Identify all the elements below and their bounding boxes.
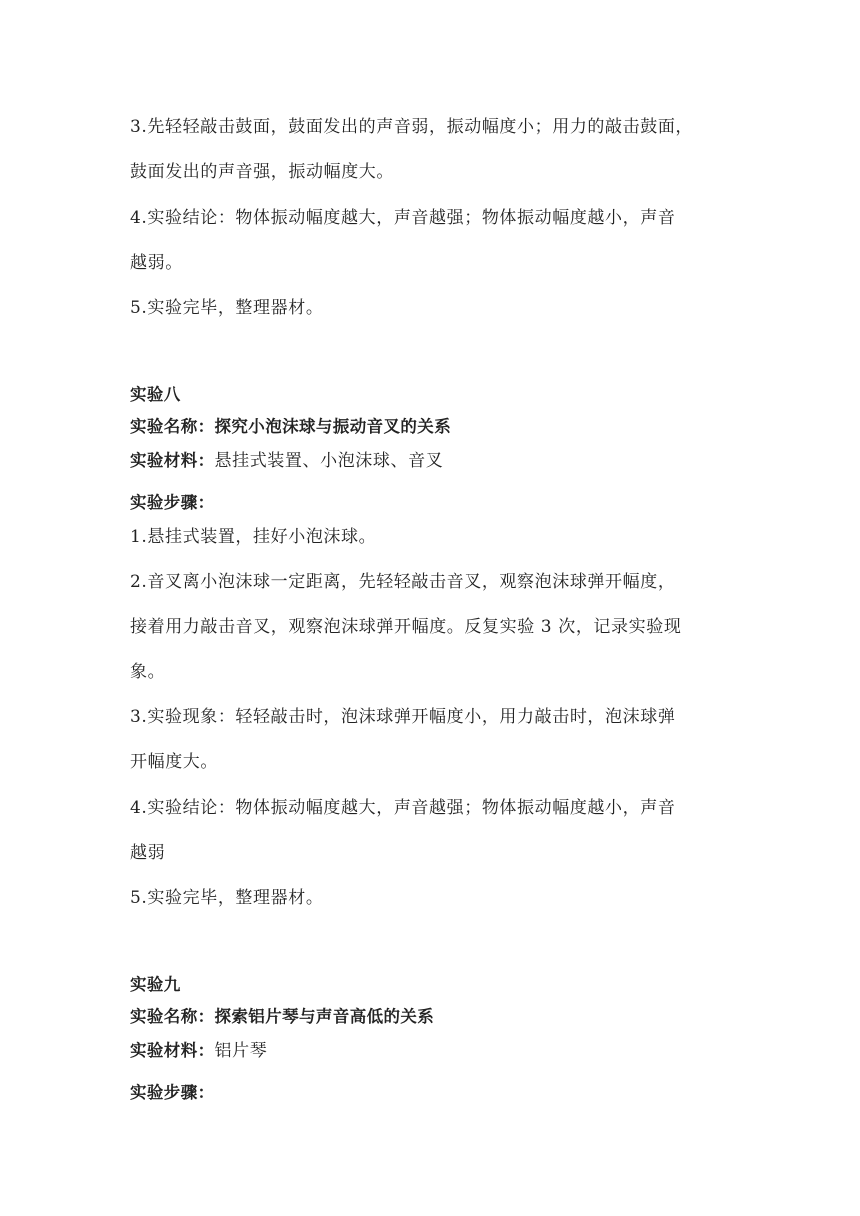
- s8-materials-label: 实验材料：: [130, 451, 215, 470]
- s8-materials-value: 悬挂式装置、小泡沫球、音叉: [214, 451, 444, 471]
- s8-name-value: 探究小泡沫球与振动音叉的关系: [214, 417, 452, 436]
- s8-name-label: 实验名称：: [130, 417, 215, 436]
- s8-name-row: [130, 416, 451, 438]
- s8-step4-line2: 越弱: [130, 843, 166, 863]
- s9-materials-label: 实验材料：: [130, 1041, 215, 1060]
- s7-step4-line1: 4.实验结论：物体振动幅度越大，声音越强；物体振动幅度越小，声音: [130, 208, 676, 228]
- s8-step3-line2: 开幅度大。: [130, 752, 218, 772]
- s9-name-label: 实验名称：: [130, 1007, 215, 1026]
- s8-heading: 实验八: [130, 385, 181, 404]
- s9-name-row: [130, 1006, 434, 1028]
- s8-step2-line3: 象。: [130, 662, 166, 682]
- s9-materials-value: 铝片琴: [214, 1041, 268, 1061]
- s9-name-value: 探索铝片琴与声音高低的关系: [214, 1007, 435, 1026]
- s8-step4-line1: 4.实验结论：物体振动幅度越大，声音越强；物体振动幅度越小，声音: [130, 798, 676, 818]
- s7-step3-line1: 3.先轻轻敲击鼓面，鼓面发出的声音弱，振动幅度小；用力的敲击鼓面，: [130, 117, 694, 137]
- s7-step5: 5.实验完毕，整理器材。: [130, 298, 324, 318]
- s8-materials-row: [130, 450, 443, 472]
- s8-step2-line2: 接着用力敲击音叉，观察泡沫球弹开幅度。反复实验 3 次，记录实验现: [130, 617, 682, 637]
- s8-step1: 1.悬挂式装置，挂好小泡沫球。: [130, 527, 377, 547]
- s9-steps-label: 实验步骤：: [130, 1083, 215, 1102]
- s7-step4-line2: 越弱。: [130, 253, 183, 273]
- s7-step3-line2: 鼓面发出的声音强，振动幅度大。: [130, 162, 394, 182]
- s8-step5: 5.实验完毕，整理器材。: [130, 888, 324, 908]
- s8-step3-line1: 3.实验现象：轻轻敲击时，泡沫球弹开幅度小，用力敲击时，泡沫球弹: [130, 707, 676, 727]
- s9-heading: 实验九: [130, 975, 181, 994]
- s9-materials-row: [130, 1040, 267, 1062]
- s8-step2-line1: 2.音叉离小泡沫球一定距离，先轻轻敲击音叉，观察泡沫球弹开幅度，: [130, 572, 676, 592]
- s8-steps-label: 实验步骤：: [130, 493, 215, 512]
